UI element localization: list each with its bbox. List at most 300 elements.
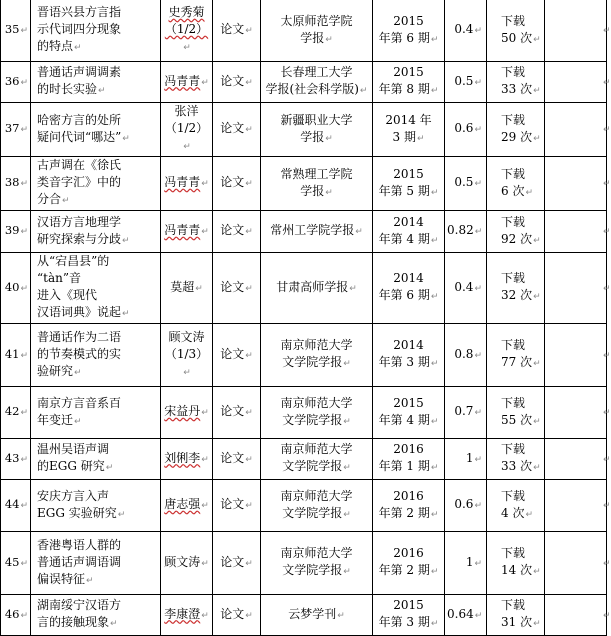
paragraph-mark-icon: ↵ (245, 77, 253, 88)
paragraph-mark-icon: ↵ (183, 43, 191, 53)
paper-author-text: 顾文涛 (168, 329, 205, 344)
paragraph-mark-icon: ↵ (474, 350, 482, 361)
paragraph-mark-icon: ↵ (533, 463, 541, 473)
paper-title-text: 的EGG 研究 (37, 459, 105, 473)
download-count-text: 下载 (501, 488, 526, 503)
paragraph-mark-icon: ↵ (245, 610, 253, 621)
empty-cell (545, 253, 611, 324)
score-value-text: 0.6 (454, 497, 474, 511)
download-count-text: 下载 (501, 13, 526, 28)
download-count (487, 157, 545, 211)
paper-type-text: 论文 (220, 450, 245, 465)
download-count-text: 33 次 (501, 459, 533, 473)
paper-title (31, 62, 161, 103)
download-count-text: 32 次 (501, 288, 533, 302)
paragraph-mark-icon: ↵ (245, 227, 253, 237)
paragraph-mark-icon: ↵ (359, 86, 368, 96)
row-number (1, 0, 31, 62)
row-number (1, 532, 31, 595)
paper-type (213, 157, 261, 211)
score-value (445, 62, 487, 103)
paper-title-text: 汉语词典》说起 (37, 305, 122, 319)
paper-type-text: 论文 (220, 121, 245, 135)
paragraph-mark-icon: ↵ (20, 227, 28, 237)
paragraph-mark-icon: ↵ (245, 26, 253, 36)
paragraph-mark-icon: ↵ (343, 359, 351, 369)
journal-name (261, 103, 373, 157)
paragraph-mark-icon: ↵ (474, 26, 482, 36)
score-value (445, 387, 487, 439)
paragraph-mark-icon: ↵ (474, 408, 482, 418)
paragraph-mark-icon: ↵ (20, 501, 28, 511)
paper-type-text: 论文 (220, 606, 245, 621)
paper-title-text: 研究探索与分歧 (37, 231, 122, 246)
score-value (445, 439, 487, 480)
paper-author-text: 张洋 (174, 104, 199, 118)
paper-title (31, 157, 161, 211)
paragraph-mark-icon: ↵ (349, 283, 357, 294)
paragraph-mark-icon: ↵ (603, 350, 611, 361)
table-row (1, 595, 607, 636)
issue-date-text: 年第 8 期 (378, 82, 430, 96)
paragraph-mark-icon: ↵ (201, 610, 209, 621)
score-value-text: 0.4 (454, 22, 474, 36)
journal-name (261, 0, 373, 62)
paragraph-mark-icon: ↵ (603, 501, 611, 511)
paragraph-mark-icon: ↵ (533, 359, 541, 369)
score-value-text: 0.5 (454, 73, 474, 88)
row-number (1, 103, 31, 157)
paragraph-mark-icon: ↵ (20, 283, 28, 294)
score-value-text: 0.82 (447, 223, 474, 237)
empty-cell (545, 103, 611, 157)
paper-title-text: 湖南绥宁汉语方 (37, 598, 122, 612)
paragraph-mark-icon: ↵ (74, 367, 82, 378)
paragraph-mark-icon: ↵ (474, 77, 482, 88)
paragraph-mark-icon: ↵ (474, 501, 482, 511)
issue-date-text: 2014 年 (385, 112, 432, 127)
paragraph-mark-icon: ↵ (430, 359, 439, 369)
paper-author-text: 宋益丹 (164, 404, 201, 418)
paragraph-mark-icon: ↵ (122, 309, 130, 319)
paragraph-mark-icon: ↵ (430, 416, 439, 427)
issue-date (373, 157, 445, 211)
row-number-text: 46 (4, 606, 20, 621)
paper-author (161, 253, 213, 324)
issue-date-text: 2016 (393, 488, 424, 503)
issue-date (373, 0, 445, 62)
paper-type-text: 论文 (220, 223, 245, 237)
paragraph-mark-icon: ↵ (20, 350, 28, 361)
paper-title-text: 年变迁 (37, 412, 74, 427)
row-number (1, 157, 31, 211)
paragraph-mark-icon: ↵ (183, 367, 191, 378)
paper-author-text: 冯青青 (164, 223, 201, 237)
paragraph-mark-icon: ↵ (603, 283, 611, 294)
journal-name-text: 学报 (300, 183, 325, 198)
paper-title-text: 香港粤语人群的 (37, 537, 122, 552)
paragraph-mark-icon: ↵ (343, 416, 351, 427)
paper-title-text: 普通话作为二语 (37, 329, 122, 344)
paper-author-text: 史秀菊 (168, 5, 205, 19)
issue-date-text: 年第 5 期 (378, 183, 430, 198)
paragraph-mark-icon: ↵ (245, 501, 253, 511)
paragraph-mark-icon: ↵ (325, 133, 333, 144)
paper-title (31, 532, 161, 595)
paper-type (213, 532, 261, 595)
journal-name-text: 学报 (300, 30, 325, 45)
paragraph-mark-icon: ↵ (603, 408, 611, 418)
score-value-text: 0.64 (447, 606, 474, 621)
paragraph-mark-icon: ↵ (343, 567, 351, 577)
download-count-text: 下载 (501, 442, 526, 456)
paragraph-mark-icon: ↵ (245, 454, 253, 465)
row-number-text: 36 (4, 73, 20, 88)
row-number-text: 38 (4, 175, 20, 189)
table-row (1, 480, 607, 532)
download-count (487, 439, 545, 480)
journal-name-text: 南京师范大学 (280, 338, 353, 352)
paper-author-text: 冯青青 (164, 175, 201, 189)
empty-cell (545, 62, 611, 103)
paper-author (161, 62, 213, 103)
download-count-text: 下载 (501, 546, 526, 560)
download-count-text: 下载 (501, 395, 526, 410)
journal-name-text: 文学院学报 (282, 412, 343, 427)
paragraph-mark-icon: ↵ (117, 509, 126, 520)
paragraph-mark-icon: ↵ (533, 416, 541, 427)
score-value (445, 595, 487, 636)
paragraph-mark-icon: ↵ (430, 567, 439, 577)
journal-name-text: 文学院学报 (282, 355, 343, 369)
paper-title-text: “tàn”音 (37, 271, 81, 285)
paragraph-mark-icon: ↵ (245, 408, 253, 418)
table-row (1, 103, 607, 157)
table-row (1, 387, 607, 439)
paper-author (161, 595, 213, 636)
download-count-text: 14 次 (501, 563, 533, 577)
paragraph-mark-icon: ↵ (20, 179, 28, 189)
paragraph-mark-icon: ↵ (430, 509, 439, 520)
download-count-text: 92 次 (501, 231, 533, 246)
issue-date (373, 211, 445, 253)
paper-author-text: 莫超 (170, 279, 195, 294)
paper-type (213, 103, 261, 157)
paragraph-mark-icon: ↵ (245, 350, 253, 361)
score-value-text: 1 (465, 554, 474, 569)
paragraph-mark-icon: ↵ (245, 558, 253, 569)
row-number (1, 595, 31, 636)
issue-date (373, 595, 445, 636)
paragraph-mark-icon: ↵ (20, 26, 28, 36)
issue-date (373, 103, 445, 157)
row-number-text: 43 (4, 450, 20, 465)
paragraph-mark-icon: ↵ (20, 77, 28, 88)
empty-cell (545, 480, 611, 532)
paper-author (161, 387, 213, 439)
paper-title-text: 安庆方言入声 (37, 488, 110, 503)
download-count (487, 324, 545, 387)
paragraph-mark-icon: ↵ (245, 179, 253, 189)
paper-title (31, 0, 161, 62)
download-count (487, 211, 545, 253)
paragraph-mark-icon: ↵ (62, 196, 70, 206)
download-count (487, 387, 545, 439)
paper-type (213, 0, 261, 62)
paper-author-text: （1/2） (164, 121, 209, 135)
paragraph-mark-icon: ↵ (20, 610, 28, 621)
journal-name (261, 62, 373, 103)
score-value (445, 532, 487, 595)
issue-date-text: 年第 4 期 (378, 231, 430, 246)
paragraph-mark-icon: ↵ (430, 235, 439, 246)
issue-date-text: 2014 (393, 271, 424, 285)
journal-name (261, 387, 373, 439)
paper-type (213, 595, 261, 636)
paper-title-text: 哈密方言的处所 (37, 112, 122, 127)
paper-title-text: 偏误特征 (37, 571, 86, 586)
paragraph-mark-icon: ↵ (20, 408, 28, 418)
paper-title (31, 253, 161, 324)
paper-author-text: （1/3） (164, 346, 209, 361)
empty-cell (545, 439, 611, 480)
issue-date-text: 年第 1 期 (378, 459, 430, 473)
table-row (1, 253, 607, 324)
paper-title-text: 示代词四分现象 (37, 22, 122, 36)
paragraph-mark-icon: ↵ (20, 454, 28, 465)
issue-date-text: 年第 4 期 (378, 412, 430, 427)
paragraph-mark-icon: ↵ (430, 187, 439, 198)
issue-date-text: 年第 3 期 (378, 355, 430, 369)
paper-type-text: 论文 (220, 404, 245, 418)
paragraph-mark-icon: ↵ (533, 292, 541, 302)
paper-author (161, 439, 213, 480)
download-count-text: 33 次 (501, 82, 533, 96)
paragraph-mark-icon: ↵ (110, 619, 118, 629)
paragraph-mark-icon: ↵ (533, 86, 541, 96)
paper-type-text: 论文 (220, 554, 245, 569)
journal-name-text: 新疆职业大学 (280, 112, 353, 127)
paper-title (31, 324, 161, 387)
paper-title-text: 汉语方言地理学 (37, 214, 122, 229)
paper-type (213, 439, 261, 480)
journal-name (261, 595, 373, 636)
download-count-text: 下载 (501, 214, 526, 229)
paper-title-text: 验研究 (37, 363, 74, 378)
paper-title-text: 从“宕昌县”的 (37, 254, 110, 268)
journal-name-text: 文学院学报 (282, 563, 343, 577)
row-number-text: 35 (4, 22, 20, 36)
paper-title-text: EGG 实验研究 (37, 505, 117, 520)
download-count (487, 253, 545, 324)
row-number (1, 211, 31, 253)
download-count (487, 480, 545, 532)
paper-author (161, 324, 213, 387)
paragraph-mark-icon: ↵ (201, 227, 209, 237)
download-count-text: 下载 (501, 166, 526, 181)
paragraph-mark-icon: ↵ (201, 408, 209, 418)
row-number-text: 39 (4, 223, 20, 237)
paragraph-mark-icon: ↵ (201, 501, 209, 511)
paper-title-text: 言的接触现象 (37, 615, 110, 629)
paper-title-text: 的节奏模式的实 (37, 346, 122, 361)
paragraph-mark-icon: ↵ (603, 77, 611, 88)
paper-type-text: 论文 (220, 175, 245, 189)
download-count (487, 532, 545, 595)
paragraph-mark-icon: ↵ (525, 509, 533, 520)
paragraph-mark-icon: ↵ (603, 454, 611, 465)
download-count-text: 31 次 (501, 615, 533, 629)
issue-date-text: 年第 2 期 (378, 505, 430, 520)
paragraph-mark-icon: ↵ (20, 125, 28, 135)
paper-title (31, 103, 161, 157)
paper-type-text: 论文 (220, 279, 245, 294)
paper-title-text: 晋语兴县方言指 (37, 5, 122, 19)
paragraph-mark-icon: ↵ (603, 558, 611, 569)
issue-date-text: 2016 (393, 546, 424, 560)
paragraph-mark-icon: ↵ (533, 567, 541, 577)
download-count-text: 下载 (501, 112, 526, 127)
paragraph-mark-icon: ↵ (105, 463, 114, 473)
score-value-text: 0.5 (454, 175, 474, 189)
journal-name (261, 480, 373, 532)
download-count-text: 下载 (501, 271, 526, 285)
empty-cell (545, 532, 611, 595)
paper-title-text: 南京方言音系百 (37, 395, 122, 410)
download-count-text: 6 次 (501, 183, 525, 198)
paragraph-mark-icon: ↵ (325, 34, 333, 45)
journal-name-text: 云梦学刊 (288, 606, 337, 621)
issue-date-text: 3 期 (392, 129, 416, 144)
journal-name-text: 南京师范大学 (280, 546, 353, 560)
issue-date-text: 年第 2 期 (378, 563, 430, 577)
download-count-text: 下载 (501, 598, 526, 612)
row-number (1, 253, 31, 324)
journal-name (261, 532, 373, 595)
issue-date (373, 480, 445, 532)
journal-name (261, 253, 373, 324)
table-row (1, 157, 607, 211)
issue-date-text: 2014 (393, 214, 424, 229)
score-value-text: 0.6 (454, 121, 474, 135)
paragraph-mark-icon: ↵ (603, 26, 611, 36)
paragraph-mark-icon: ↵ (183, 142, 191, 152)
paragraph-mark-icon: ↵ (201, 179, 209, 189)
paragraph-mark-icon: ↵ (474, 125, 482, 135)
paragraph-mark-icon: ↵ (201, 558, 209, 569)
paper-author-text: 顾文涛 (164, 554, 201, 569)
paragraph-mark-icon: ↵ (74, 43, 82, 53)
paragraph-mark-icon: ↵ (98, 86, 106, 96)
journal-name (261, 211, 373, 253)
paper-title-text: 普通话声调调素 (37, 65, 122, 79)
paper-author (161, 211, 213, 253)
score-value-text: 0.7 (454, 404, 474, 418)
paragraph-mark-icon: ↵ (474, 179, 482, 189)
paper-type (213, 480, 261, 532)
paragraph-mark-icon: ↵ (603, 125, 611, 135)
paragraph-mark-icon: ↵ (474, 283, 482, 294)
paragraph-mark-icon: ↵ (355, 227, 363, 237)
row-number-text: 41 (4, 346, 20, 361)
score-value-text: 0.8 (454, 346, 474, 361)
row-number-text: 37 (4, 121, 20, 135)
paper-title-text: 温州吴语声调 (37, 442, 110, 456)
journal-name-text: 甘肃高师学报 (276, 279, 349, 294)
score-value-text: 1 (465, 450, 474, 465)
score-value-text: 0.4 (454, 279, 474, 294)
paragraph-mark-icon: ↵ (195, 283, 203, 294)
paper-type-text: 论文 (220, 73, 245, 88)
journal-name-text: 太原师范学院 (280, 13, 353, 28)
paragraph-mark-icon: ↵ (201, 454, 209, 465)
paper-type (213, 387, 261, 439)
download-count-text: 50 次 (501, 30, 533, 45)
paper-author (161, 103, 213, 157)
paragraph-mark-icon: ↵ (533, 619, 541, 629)
empty-cell (545, 0, 611, 62)
empty-cell (545, 595, 611, 636)
issue-date-text: 2015 (393, 166, 424, 181)
paper-type (213, 211, 261, 253)
journal-name-text: 文学院学报 (282, 505, 343, 520)
issue-date-text: 2015 (393, 65, 424, 79)
paragraph-mark-icon: ↵ (74, 416, 82, 427)
paper-author (161, 0, 213, 62)
paragraph-mark-icon: ↵ (533, 34, 541, 45)
issue-date-text: 年第 6 期 (378, 288, 430, 302)
paragraph-mark-icon: ↵ (474, 454, 482, 465)
paper-author-text: 唐志强 (164, 497, 201, 511)
journal-name-text: 常州工学院学报 (270, 223, 355, 237)
paragraph-mark-icon: ↵ (474, 227, 483, 237)
paragraph-mark-icon: ↵ (533, 235, 541, 246)
download-count-text: 55 次 (501, 412, 533, 427)
table-row (1, 532, 607, 595)
paragraph-mark-icon: ↵ (533, 133, 541, 144)
paragraph-mark-icon: ↵ (474, 558, 482, 569)
score-value (445, 324, 487, 387)
paragraph-mark-icon: ↵ (343, 463, 351, 473)
paragraph-mark-icon: ↵ (245, 283, 253, 294)
paragraph-mark-icon: ↵ (474, 610, 483, 621)
journal-name (261, 324, 373, 387)
paper-type (213, 253, 261, 324)
paper-author (161, 532, 213, 595)
paper-author-text: 李康澄 (164, 606, 201, 621)
journal-name (261, 439, 373, 480)
table-row (1, 439, 607, 480)
paper-title (31, 387, 161, 439)
table-row (1, 211, 607, 253)
paragraph-mark-icon: ↵ (122, 235, 130, 246)
paper-type (213, 324, 261, 387)
paper-title-text: 的特点 (37, 39, 74, 53)
row-number-text: 45 (4, 554, 20, 569)
paper-title-text: 进入《现代 (37, 288, 98, 302)
row-number (1, 62, 31, 103)
empty-cell (545, 387, 611, 439)
issue-date-text: 2015 (393, 13, 424, 28)
download-count-text: 29 次 (501, 129, 533, 144)
row-number-text: 42 (4, 404, 20, 418)
issue-date (373, 62, 445, 103)
issue-date (373, 253, 445, 324)
issue-date-text: 2016 (393, 442, 424, 456)
row-number-text: 40 (4, 279, 20, 294)
download-count (487, 0, 545, 62)
empty-cell (545, 157, 611, 211)
